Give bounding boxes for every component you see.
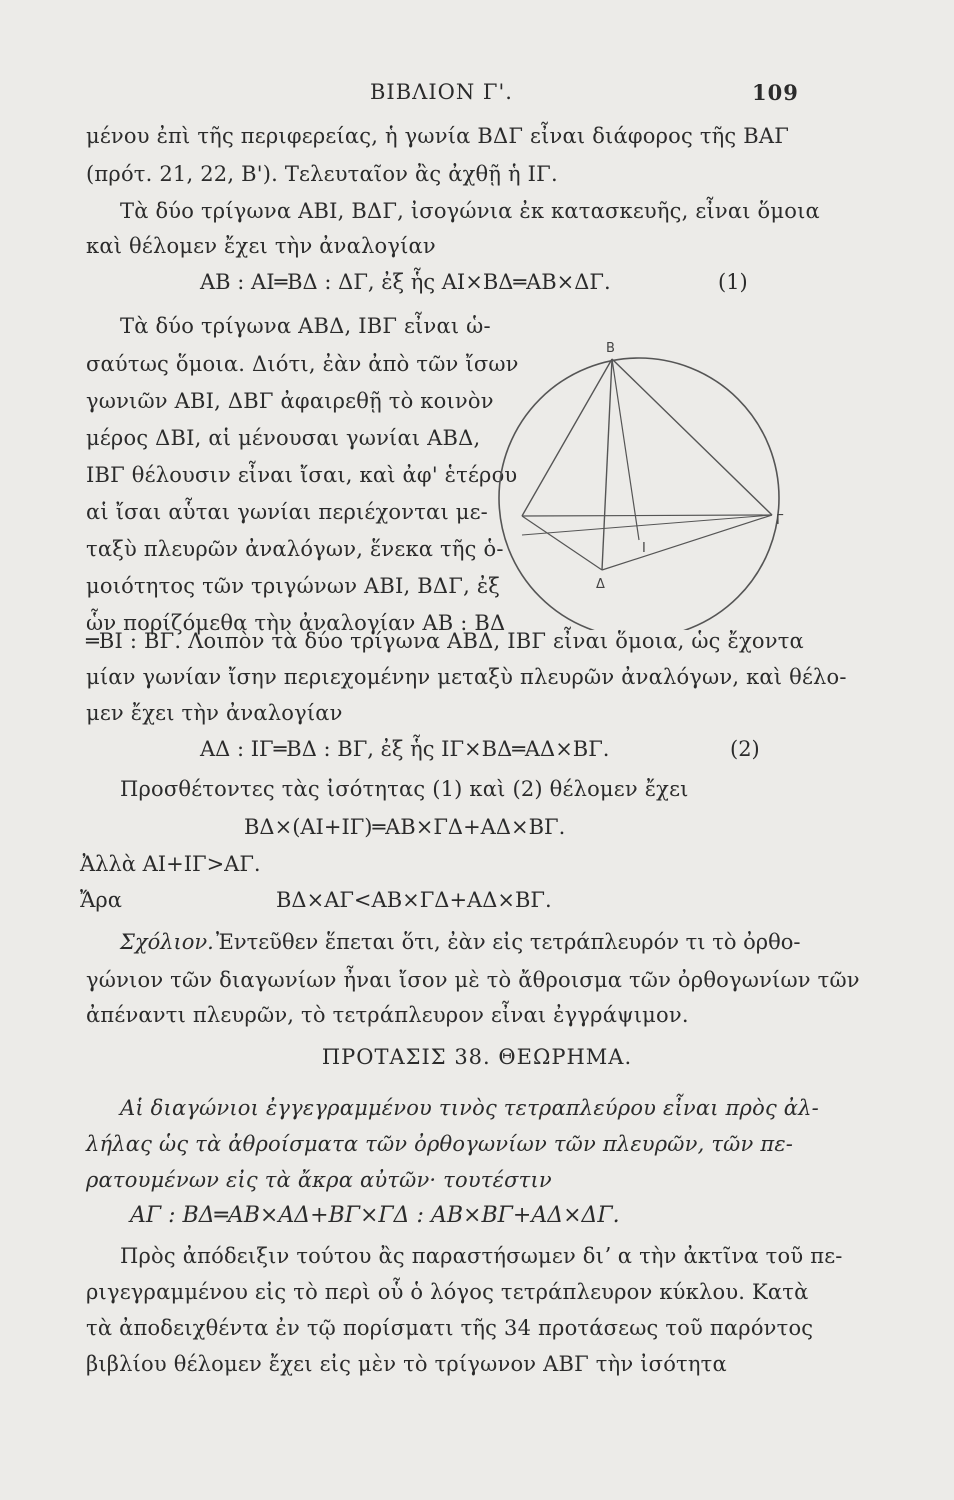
side-ad (522, 516, 602, 570)
side-bg (612, 359, 772, 515)
text-line: μίαν γωνίαν ἴσην περιεχομένην μεταξὺ πλευρῶν ἀναλόγων, καὶ θέλο- (86, 665, 847, 689)
text-line: μεν ἔχει τὴν ἀναλογίαν (86, 701, 343, 725)
text-line: Τὰ δύο τρίγωνα ΑΒΔ, ΙΒΓ εἶναι ὡ- (120, 314, 491, 338)
theorem-line: ρατουμένων εἰς τὰ ἄκρα αὐτῶν· τουτέστιν (86, 1168, 552, 1192)
equation-2: ΑΔ : ΙΓ═ΒΔ : ΒΓ, ἐξ ἧς ΙΓ×ΒΔ═ΑΔ×ΒΓ. (200, 737, 610, 761)
text-line: Πρὸς ἀπόδειξιν τούτου ἂς παραστήσωμεν διʼ α τὴν ἀκτῖνα τοῦ πε- (120, 1244, 843, 1268)
side-dg (602, 515, 772, 570)
text-line: βιβλίου θέλομεν ἔχει εἰς μὲν τὸ τρίγωνον ΑΒΓ τὴν ἰσότητα (86, 1352, 727, 1376)
figure-label-g: Γ (776, 513, 784, 528)
text-line: σαύτως ὅμοια. Διότι, ἐὰν ἀπὸ τῶν ἴσων (86, 352, 519, 376)
text-line: ταξὺ πλευρῶν ἀναλόγων, ἕνεκα τῆς ὁ- (86, 537, 504, 561)
proposition-heading: ΠΡΟΤΑΣΙΣ 38. ΘΕΩΡΗΜΑ. (321, 1045, 633, 1069)
text-line: Προσθέτοντες τὰς ἰσότητας (1) καὶ (2) θέλομεν ἔχει (120, 777, 689, 801)
equation-3: ΒΔ×(ΑΙ+ΙΓ)═ΑΒ×ΓΔ+ΑΔ×ΒΓ. (244, 815, 566, 839)
text-line: ἀπέναντι πλευρῶν, τὸ τετράπλευρον εἶναι ἐγγράψιμον. (86, 1003, 689, 1027)
text-line: τὰ ἀποδειχθέντα ἐν τῷ πορίσματι τῆς 34 προτάσεως τοῦ παρόντος (86, 1316, 814, 1340)
figure-label-d: Δ (596, 577, 605, 592)
line-ig (522, 515, 772, 535)
text-line: Τὰ δύο τρίγωνα ΑΒΙ, ΒΔΓ, ἰσογώνια ἐκ κατασκευῆς, εἶναι ὅμοια (120, 199, 820, 223)
text-line: ═ΒΙ : ΒΓ. Λοιπὸν τὰ δύο τρίγωνα ΑΒΔ, ΙΒΓ εἶναι ὅμοια, ὡς ἔχοντα (86, 629, 804, 653)
text-line: ριγεγραμμένου εἰς τὸ περὶ οὗ ὁ λόγος τετράπλευρον κύκλου. Κατὰ (86, 1280, 809, 1304)
theorem-equation: ΑΓ : ΒΔ═ΑΒ×ΑΔ+ΒΓ×ΓΔ : ΑΒ×ΒΓ+ΑΔ×ΔΓ. (130, 1203, 620, 1228)
text-line: καὶ θέλομεν ἔχει τὴν ἀναλογίαν (86, 234, 436, 258)
text-line-alla: Ἀλλὰ ΑΙ+ΙΓ>ΑΓ. (80, 852, 261, 876)
circle-quadrilateral-figure (492, 330, 812, 630)
scholion-label: Σχόλιον. (120, 930, 214, 954)
text-line: αἱ ἴσαι αὗται γωνίαι περιέχονται με- (86, 500, 488, 524)
circumscribed-circle (499, 358, 779, 630)
text-line: μένου ἐπὶ τῆς περιφερείας, ἡ γωνία ΒΔΓ εἶναι διάφορος τῆς ΒΑΓ (86, 124, 790, 148)
equation-1: ΑΒ : ΑΙ═ΒΔ : ΔΓ, ἐξ ἧς ΑΙ×ΒΔ═ΑΒ×ΔΓ. (200, 270, 611, 294)
text-line: Ἐντεῦθεν ἕπεται ὅτι, ἐὰν εἰς τετράπλευρόν τι τὸ ὀρθο- (216, 930, 801, 954)
ara-label: Ἄρα (80, 888, 122, 912)
line-bi (612, 359, 639, 540)
diagonal-bd (602, 359, 612, 570)
text-line: (πρότ. 21, 22, Β'). Τελευταῖον ἂς ἀχθῇ ἡ ΙΓ. (86, 162, 558, 186)
equation-4: ΒΔ×ΑΓ<ΑΒ×ΓΔ+ΑΔ×ΒΓ. (276, 888, 552, 912)
figure-label-i: Ι (642, 541, 646, 556)
theorem-line: λήλας ὡς τὰ ἀθροίσματα τῶν ὀρθογωνίων τῶν πλευρῶν, τῶν πε- (86, 1132, 794, 1156)
equation-2-number: (2) (730, 737, 760, 761)
side-ab (522, 359, 612, 516)
page-number: 109 (752, 80, 799, 105)
text-line: γωνιῶν ΑΒΙ, ΔΒΓ ἀφαιρεθῇ τὸ κοινὸν (86, 389, 494, 413)
figure-label-b: Β (606, 341, 615, 356)
text-line: γώνιον τῶν διαγωνίων ἦναι ἴσον μὲ τὸ ἄθροισμα τῶν ὀρθογωνίων τῶν (86, 968, 860, 992)
text-line: ὧν πορίζόμεθα τὴν ἀναλογίαν ΑΒ : ΒΔ (86, 611, 506, 635)
diagonal-ag (522, 515, 772, 516)
theorem-line: Αἱ διαγώνιοι ἐγγεγραμμένου τινὸς τετραπλεύρου εἶναι πρὸς ἀλ- (120, 1096, 819, 1120)
text-line: ΙΒΓ θέλουσιν εἶναι ἴσαι, καὶ ἀφ' ἑτέρου (86, 463, 518, 487)
text-line: μοιότητος τῶν τριγώνων ΑΒΙ, ΒΔΓ, ἐξ (86, 574, 501, 598)
text-line: μέρος ΔΒΙ, αἱ μένουσαι γωνίαι ΑΒΔ, (86, 426, 481, 450)
running-title: ΒΙΒΛΙΟΝ Γ'. (370, 80, 513, 104)
equation-1-number: (1) (718, 270, 748, 294)
